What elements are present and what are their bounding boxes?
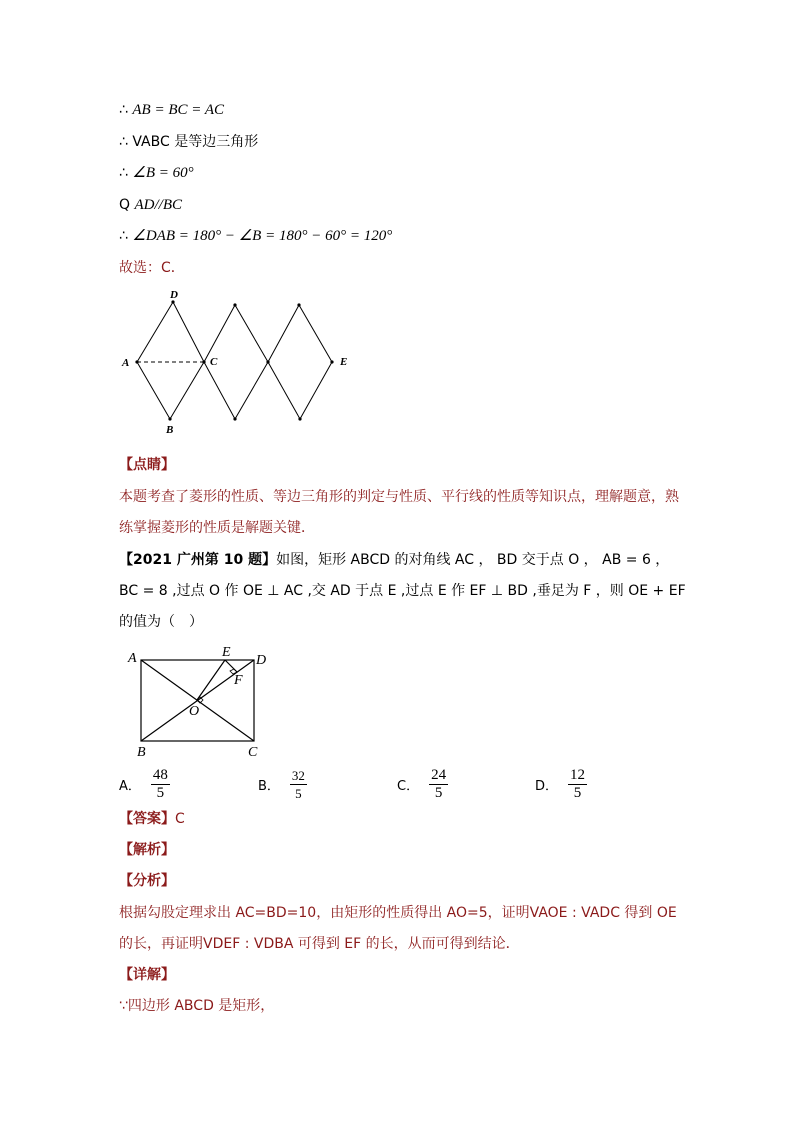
rhombus-figure [118,285,358,440]
numerator: 32 [291,767,305,783]
rectangle-figure [118,640,278,762]
label-o: O [189,704,200,719]
detail-heading: 【详解】 [119,967,175,983]
step-5 [119,226,392,246]
label-a: A [122,357,130,369]
label-b: B [166,424,174,436]
option-letter: C． [397,778,420,794]
label-c: C [248,745,258,760]
answer-label: 【答案】 [119,811,175,827]
label-e: E [340,356,348,368]
option-c[interactable] [397,762,448,806]
answer-line [119,809,185,829]
fenxi-line-2: 的长，再证明VDEF : VDBA 可得到 EF 的长，从而可得到结论． [119,936,520,952]
option-letter: D． [535,778,559,794]
denominator: 5 [156,784,165,801]
therefore-symbol: ∴ [119,165,128,181]
option-fraction [151,767,170,802]
therefore-symbol: ∴ [119,228,128,244]
fenxi-heading: 【分析】 [119,873,175,889]
because-symbol: Q [119,197,131,213]
option-a[interactable] [119,762,170,806]
answer-value: C [175,811,185,827]
label-f: F [234,673,243,688]
step-expression: ∠DAB = 180° − ∠B = 180° − 60° = 120° [132,228,393,244]
label-a: A [128,651,137,666]
step-4 [119,195,182,215]
comment-line-1: 本题考查了菱形的性质、等边三角形的判定与性质、平行线的性质等知识点，理解题意，熟 [119,489,679,505]
answer-choice: 故选：C． [119,260,185,276]
step-3 [119,163,194,183]
problem-line-2: BC = 8 ,过点 O 作 OE ⊥ AC ,交 AD 于点 E ,过点 E 作 EF ⊥ BD ,垂足为 F ，则 OE + EF [119,583,686,599]
step-expression: AB = BC = AC [132,102,225,118]
problem-line-3: 的值为（ ） [119,614,203,630]
numerator: 24 [431,766,447,783]
option-d[interactable] [535,762,587,806]
step-expression: AD//BC [134,197,182,213]
label-e: E [222,645,231,660]
label-d: D [256,653,267,668]
problem-source: 【2021 广州第 10 题】 [119,552,277,568]
comment-line-2: 练掌握菱形的性质是解题关键． [119,520,315,536]
numerator: 48 [152,766,168,783]
denominator: 5 [434,784,443,801]
option-letter: B． [258,778,280,794]
denominator: 5 [295,785,302,801]
therefore-symbol: ∴ [119,102,128,118]
option-b[interactable] [258,762,307,806]
label-d: D [170,289,178,301]
denominator: 5 [573,784,582,801]
numerator: 12 [570,766,586,783]
label-b: B [137,745,146,760]
detail-line-1: ∵四边形 ABCD 是矩形， [119,998,275,1014]
step-expression: VABC 是等边三角形 [132,134,259,150]
problem-text: 如图，矩形 ABCD 的对角线 AC ， BD 交于点 O ， AB = 6 ， [276,552,670,568]
therefore-symbol: ∴ [119,134,128,150]
option-letter: A． [119,778,141,794]
step-2 [119,132,258,152]
option-fraction [429,767,448,802]
analysis-heading: 【解析】 [119,842,175,858]
comment-heading: 【点睛】 [119,457,175,473]
option-fraction [290,767,307,802]
fenxi-line-1: 根据勾股定理求出 AC=BD=10，由矩形的性质得出 AO=5，证明VAOE : VADC 得到 OE [119,905,677,921]
step-expression: ∠B = 60° [132,165,194,181]
problem-line-1 [119,550,669,570]
label-c: C [210,356,218,368]
option-fraction [568,767,587,802]
step-1 [119,100,224,120]
